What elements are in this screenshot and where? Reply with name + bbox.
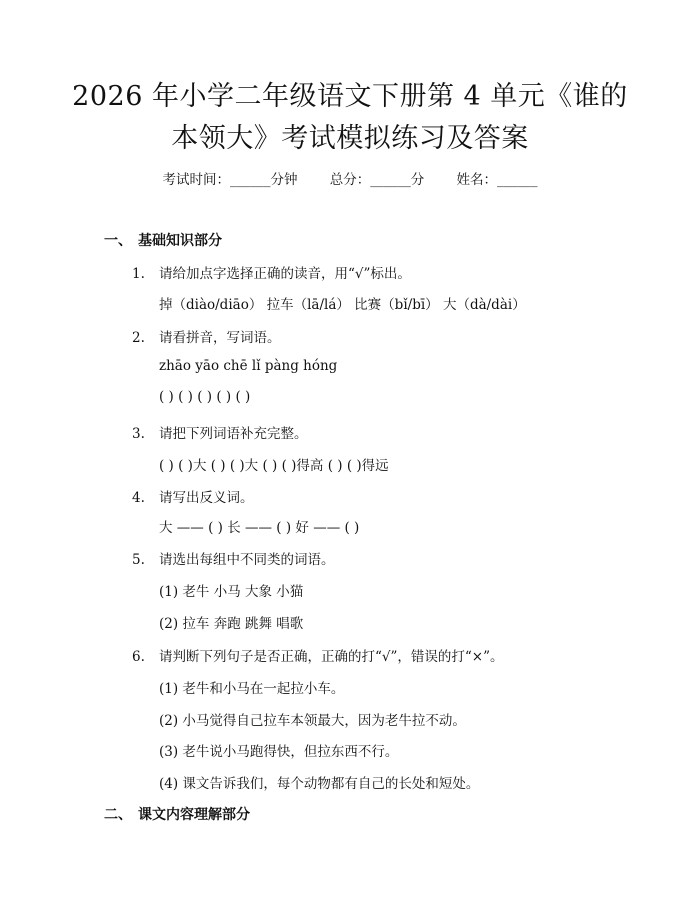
question-text: 请写出反义词。 bbox=[159, 490, 254, 506]
question-4-line-1: 大 —— ( ) 长 —— ( ) 好 —— ( ) bbox=[159, 520, 360, 536]
question-2-line-2: ( ) ( ) ( ) ( ) ( ) bbox=[159, 389, 251, 405]
question-5 bbox=[132, 548, 335, 568]
question-number: 4. bbox=[132, 490, 145, 506]
question-6-line-3: (3) 老牛说小马跑得快，但拉东西不行。 bbox=[159, 744, 399, 760]
question-number: 5. bbox=[132, 552, 145, 568]
exam-meta bbox=[0, 168, 700, 188]
question-2-line-1: zhāo yāo chē lǐ pàng hóng bbox=[159, 358, 338, 374]
question-number: 2. bbox=[132, 330, 145, 346]
section-title: 基础知识部分 bbox=[138, 233, 222, 249]
question-3-line-1: ( ) ( )大 ( ) ( )大 ( ) ( )得高 ( ) ( )得远 bbox=[159, 458, 389, 474]
question-number: 1. bbox=[132, 266, 145, 282]
document-title bbox=[40, 76, 660, 160]
section-title: 课文内容理解部分 bbox=[138, 807, 250, 823]
section-heading-comprehension bbox=[104, 804, 250, 824]
question-5-line-2: (2) 拉车 奔跑 跳舞 唱歌 bbox=[159, 616, 304, 632]
exam-time-field: 考试时间：______分钟 bbox=[162, 172, 298, 188]
question-text: 请选出每组中不同类的词语。 bbox=[159, 552, 335, 568]
question-text: 请看拼音，写词语。 bbox=[159, 330, 281, 346]
section-heading-basic bbox=[104, 230, 222, 250]
question-number: 6. bbox=[132, 649, 145, 665]
question-5-line-1: (1) 老牛 小马 大象 小猫 bbox=[159, 584, 304, 600]
question-6-line-2: (2) 小马觉得自己拉车本领最大，因为老牛拉不动。 bbox=[159, 713, 466, 729]
section-number: 二、 bbox=[104, 807, 132, 823]
question-4 bbox=[132, 486, 254, 506]
title-line-2: 本领大》考试模拟练习及答案 bbox=[171, 123, 529, 154]
question-6-line-4: (4) 课文告诉我们，每个动物都有自己的长处和短处。 bbox=[159, 776, 480, 792]
question-1 bbox=[132, 262, 411, 282]
question-2 bbox=[132, 326, 281, 346]
section-number: 一、 bbox=[104, 233, 132, 249]
question-1-line-1: 掉（diào/diāo） 拉车（lā/lá） 比赛（bǐ/bī） 大（dà/dài） bbox=[159, 297, 526, 313]
question-number: 3. bbox=[132, 426, 145, 442]
question-6-line-1: (1) 老牛和小马在一起拉小车。 bbox=[159, 681, 345, 697]
total-score-field: 总分：______分 bbox=[329, 172, 425, 188]
question-text: 请判断下列句子是否正确，正确的打“√”，错误的打“×”。 bbox=[159, 649, 504, 665]
question-text: 请把下列词语补充完整。 bbox=[159, 426, 308, 442]
question-text: 请给加点字选择正确的读音，用“√”标出。 bbox=[159, 266, 411, 282]
student-name-field: 姓名：______ bbox=[456, 172, 538, 188]
question-3 bbox=[132, 422, 308, 442]
title-line-1: 2026 年小学二年级语文下册第 4 单元《谁的 bbox=[72, 81, 628, 112]
question-6 bbox=[132, 645, 504, 665]
